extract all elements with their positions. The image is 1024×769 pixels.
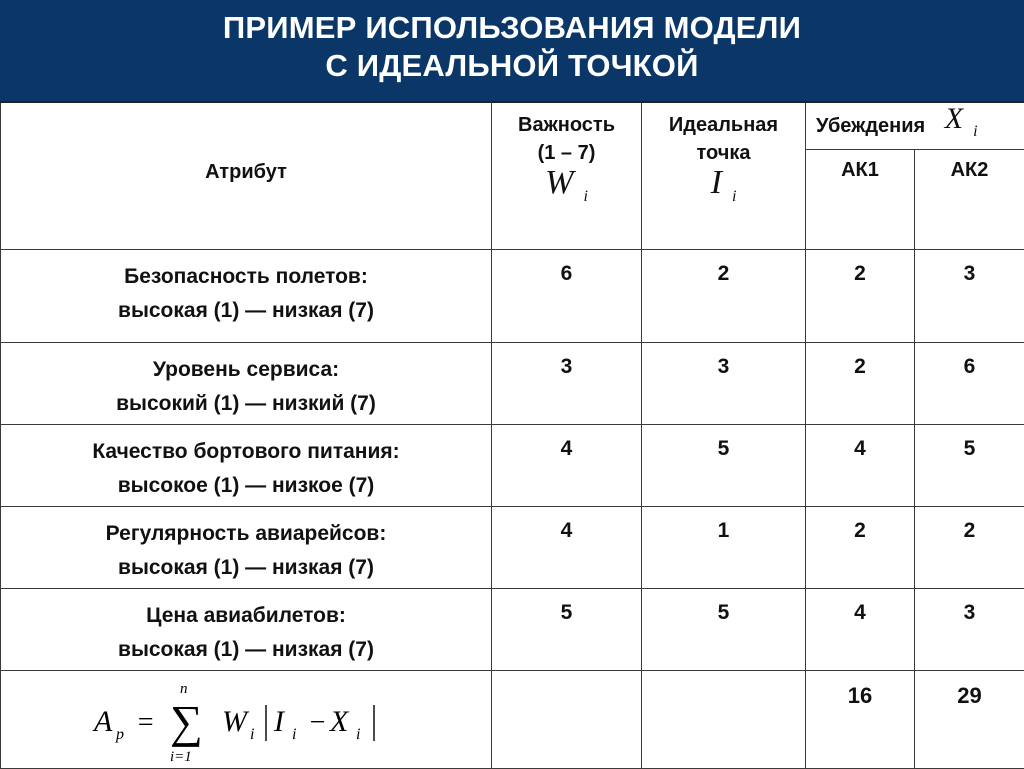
- attribute-name: Регулярность авиарейсов:: [1, 517, 491, 551]
- header-attribute-label: Атрибут: [205, 161, 287, 183]
- ak1-value: 2: [806, 506, 915, 588]
- attribute-scale: высокий (1) — низкий (7): [1, 387, 491, 421]
- total-ak2: 29: [915, 670, 1024, 768]
- importance-value: 5: [492, 588, 642, 670]
- ak1-value: 2: [806, 342, 915, 424]
- formula-x: X: [329, 705, 350, 738]
- formula-minus: −: [308, 707, 327, 738]
- table-row: [1, 249, 1024, 342]
- ak1-value: 4: [806, 424, 915, 506]
- header-beliefs-label: Убеждения: [816, 115, 925, 137]
- attribute-scale: высокая (1) — низкая (7): [1, 294, 491, 328]
- ak2-value: 6: [915, 342, 1024, 424]
- ideal-value: 5: [642, 424, 806, 506]
- header-ideal-line1: Идеальная: [642, 111, 805, 139]
- ideal-value: 1: [642, 506, 806, 588]
- empty-cell: [642, 670, 806, 768]
- formula-i-sub: i: [292, 726, 296, 743]
- title-line-2: С ИДЕАЛЬНОЙ ТОЧКОЙ: [0, 47, 1024, 85]
- formula-w-sub: i: [250, 726, 254, 743]
- importance-value: 4: [492, 506, 642, 588]
- attribute-scale: высокая (1) — низкая (7): [1, 551, 491, 585]
- beliefs-symbol: X: [945, 105, 963, 133]
- formula-i: I: [273, 705, 286, 738]
- attribute-name: Качество бортового питания:: [1, 435, 491, 469]
- ideal-value: 5: [642, 588, 806, 670]
- ak1-value: 4: [806, 588, 915, 670]
- formula-x-sub: i: [356, 726, 360, 743]
- attribute-name: Безопасность полетов:: [1, 260, 491, 294]
- header-ideal-line2: точка: [642, 139, 805, 167]
- title-line-1: ПРИМЕР ИСПОЛЬЗОВАНИЯ МОДЕЛИ: [0, 9, 1024, 47]
- header-ak2: АК2: [915, 149, 1024, 249]
- importance-subscript: i: [583, 188, 587, 205]
- table-row: [1, 506, 1024, 588]
- ak2-value: 3: [915, 249, 1024, 342]
- attribute-cell: [1, 506, 492, 588]
- table-row: [1, 588, 1024, 670]
- formula-ap: A: [92, 705, 113, 738]
- header-importance-line1: Важность: [492, 111, 641, 139]
- attribute-cell: [1, 588, 492, 670]
- table-row: [1, 424, 1024, 506]
- importance-value: 4: [492, 424, 642, 506]
- header-ideal-point: [642, 102, 806, 249]
- ideal-point-table: [0, 101, 1024, 769]
- formula-cell: [1, 670, 492, 768]
- importance-symbol: W: [545, 169, 573, 197]
- totals-row: [1, 670, 1024, 768]
- formula-equals: =: [136, 707, 155, 738]
- formula-ap-sub: p: [115, 726, 124, 743]
- formula-sum: ∑: [170, 696, 203, 747]
- slide-title: [0, 0, 1024, 101]
- attribute-scale: высокое (1) — низкое (7): [1, 469, 491, 503]
- ideal-value: 3: [642, 342, 806, 424]
- attribute-name: Уровень сервиса:: [1, 353, 491, 387]
- formula: [86, 673, 406, 765]
- attribute-scale: высокая (1) — низкая (7): [1, 633, 491, 667]
- importance-value: 3: [492, 342, 642, 424]
- attribute-name: Цена авиабилетов:: [1, 599, 491, 633]
- ideal-value: 2: [642, 249, 806, 342]
- header-importance: [492, 102, 642, 249]
- formula-w: W: [222, 705, 250, 738]
- ak2-value: 3: [915, 588, 1024, 670]
- attribute-cell: [1, 424, 492, 506]
- ak2-value: 2: [915, 506, 1024, 588]
- empty-cell: [492, 670, 642, 768]
- header-attribute: [1, 102, 492, 249]
- ak2-value: 5: [915, 424, 1024, 506]
- importance-value: 6: [492, 249, 642, 342]
- header-importance-line2: (1 – 7): [492, 139, 641, 167]
- beliefs-subscript: i: [973, 123, 977, 140]
- attribute-cell: [1, 342, 492, 424]
- header-beliefs: [806, 102, 1024, 149]
- formula-lower: i=1: [170, 749, 192, 765]
- header-ak1: АК1: [806, 149, 915, 249]
- formula-upper: n: [180, 681, 188, 697]
- total-ak1: 16: [806, 670, 915, 768]
- ideal-symbol: I: [711, 169, 722, 197]
- ak1-value: 2: [806, 249, 915, 342]
- table-row: [1, 342, 1024, 424]
- attribute-cell: [1, 249, 492, 342]
- ideal-subscript: i: [732, 188, 736, 205]
